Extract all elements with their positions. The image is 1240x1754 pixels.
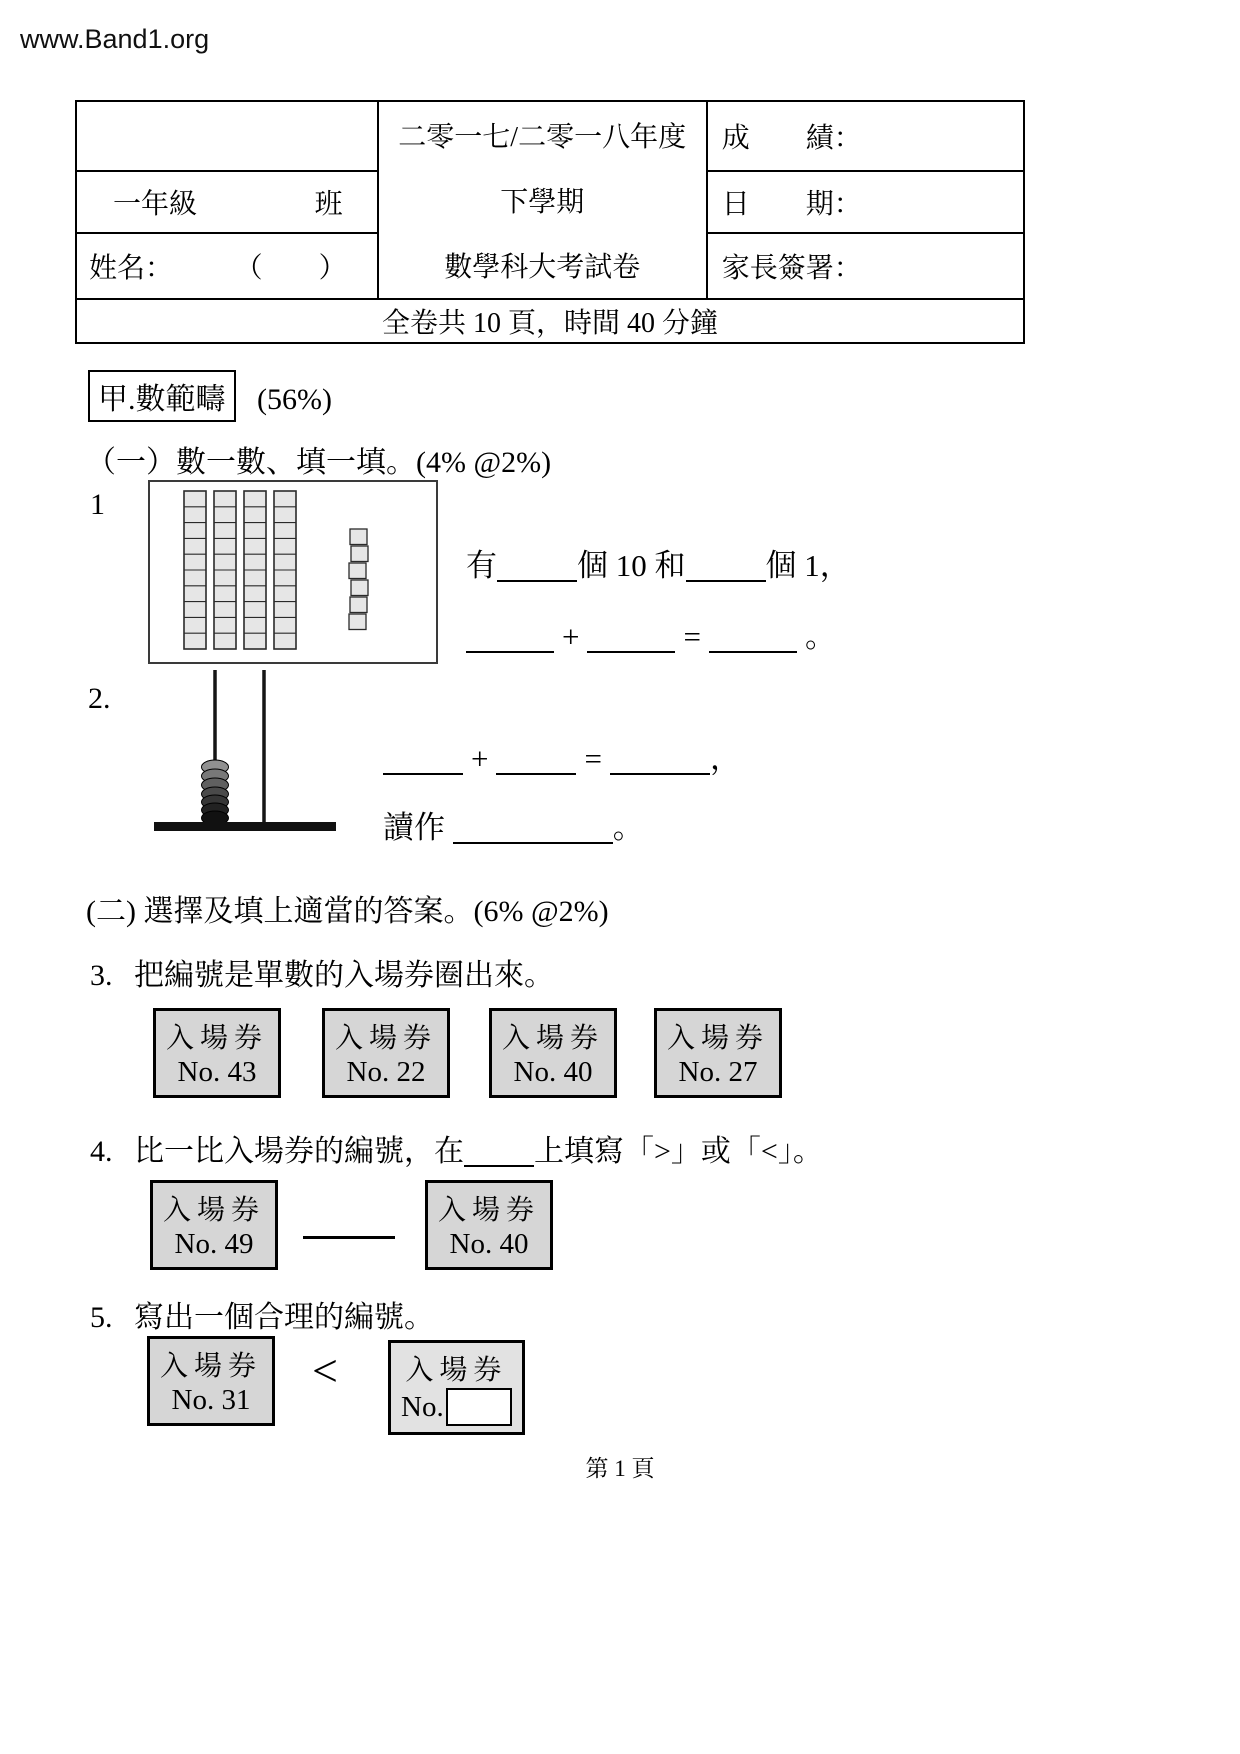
base-ten-blocks-figure [148,480,438,664]
less-than-sign: < [312,1345,338,1396]
question-1-number: 1 [90,488,105,521]
plus-sign: + [471,741,489,776]
question-1-line-1 [466,540,851,585]
answer-blank [383,743,463,775]
part1-heading: （一）數一數、填一填。(4% @2%) [86,446,552,479]
answer-blank [466,621,554,653]
header-title-cell [378,101,707,299]
ticket-number: No. 27 [678,1056,758,1088]
ticket-number-answer [401,1388,512,1426]
header-class-suffix: 班 [314,189,343,220]
header-score-label: 成 績： [707,101,1024,171]
header-empty-cell [76,101,378,171]
page-number: 第 1 頁 [585,1456,655,1481]
question-5-text [90,1292,434,1336]
section-a-percent: (56%) [257,383,332,416]
section-a-heading [88,370,332,422]
question-1-text [466,540,851,656]
answer-blank [686,550,766,582]
question-5-statement: 寫出一個合理的編號。 [134,1301,434,1334]
answer-blank [587,621,675,653]
question-2-number: 2. [88,682,111,715]
q2-comma: ， [709,741,741,776]
header-date-label: 日 期： [707,171,1024,233]
equals-sign: = [683,619,701,654]
exam-header-table [75,100,1025,344]
answer-box [446,1388,512,1426]
header-sign-label: 家長簽署： [707,233,1024,299]
abacus-figure [152,670,338,839]
answer-blank [496,743,576,775]
header-name-cell [76,233,378,299]
question-4-number: 4. [90,1135,113,1168]
comparison-answer-line [303,1236,395,1239]
ticket-no-27 [654,1008,782,1098]
ticket-no-43 [153,1008,281,1098]
ticket-number: No. 31 [171,1384,251,1416]
equals-sign: = [584,741,602,776]
header-grade: 一年級 [113,189,198,220]
ticket-label: 入場券 [163,1195,266,1226]
question-2-line-1 [383,733,741,778]
ticket-label: 入場券 [335,1023,438,1054]
ticket-label: 入場券 [502,1023,605,1054]
question-4-text [90,1126,823,1170]
header-year: 二零一七/二零一八年度 [398,121,687,153]
base-ten-blocks-svg [150,482,436,662]
question-2-text [383,733,741,847]
header-grade-cell [76,171,378,233]
header-subject: 數學科大考試卷 [444,252,641,284]
answer-blank [610,743,710,775]
question-2-line-2 [383,802,741,847]
answer-blank [497,550,577,582]
q2-period: 。 [612,810,644,845]
q2-read-label: 讀作 [383,810,445,845]
q1-period: 。 [804,619,836,654]
ticket-answer [388,1340,525,1435]
question-1-line-2 [466,611,851,656]
answer-blank [464,1135,534,1167]
ticket-number: No. 40 [513,1056,593,1088]
question-3-number: 3. [90,959,113,992]
header-name-label: 姓名： [89,253,174,284]
part2-heading: (二) 選擇及填上適當的答案。(6% @2%) [86,895,609,928]
answer-blank [453,812,613,844]
ticket-label: 入場券 [667,1023,770,1054]
answer-blank [709,621,797,653]
ticket-label: 入場券 [438,1195,541,1226]
abacus-svg [152,670,338,834]
watermark-url: www.Band1.org [20,24,210,54]
header-term: 下學期 [500,186,585,218]
ticket-no-40 [489,1008,617,1098]
question-5-number: 5. [90,1301,113,1334]
question-3-statement: 把編號是單數的入場券圈出來。 [134,959,554,992]
question-3-text [90,950,554,994]
question-4-statement-before: 比一比入場券的編號，在 [134,1135,464,1168]
q1-text-ge10: 個 10 和 [577,548,686,583]
plus-sign: + [562,619,580,654]
ticket-number: No. 49 [174,1228,254,1260]
ticket-number: No. 43 [177,1056,257,1088]
ticket-label: 入場券 [405,1355,508,1386]
section-a-boxed-title: 甲.數範疇 [88,370,236,422]
header-name-paren: （ ） [234,253,347,284]
ticket-number: No. 22 [346,1056,426,1088]
question-4-statement-after: 上填寫「>」或「<」。 [534,1135,823,1168]
ticket-no-49 [150,1180,278,1270]
q1-text-you: 有 [466,548,497,583]
ticket-no-22 [322,1008,450,1098]
ticket-number: No. 40 [449,1228,529,1260]
ticket-no-40-q4 [425,1180,553,1270]
header-duration: 全卷共 10 頁，時間 40 分鐘 [76,299,1024,343]
ticket-label: 入場券 [160,1351,263,1382]
q1-text-ge1: 個 1， [765,548,851,583]
ticket-no-31 [147,1336,275,1426]
ticket-label: 入場券 [166,1023,269,1054]
ticket-no-prefix: No. [401,1391,444,1423]
